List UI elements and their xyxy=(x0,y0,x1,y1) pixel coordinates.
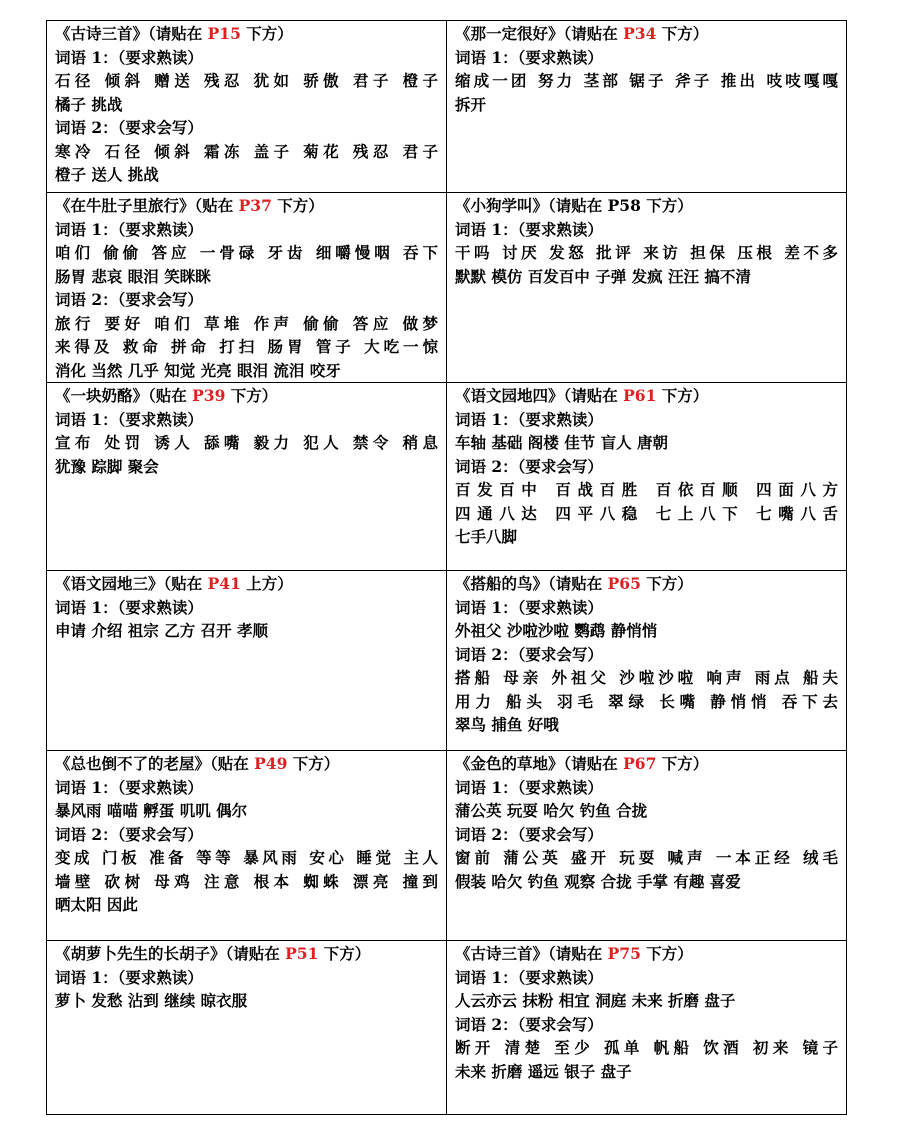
word-group-label: 词语 2：（要求会写） xyxy=(455,644,603,664)
lesson-title-suffix: 下方） xyxy=(287,754,340,773)
word-line: 默默 模仿 百发百中 子弹 发疯 汪汪 搞不清 xyxy=(455,266,751,286)
word-group-label: 词语 1：（要求熟读） xyxy=(455,409,603,429)
word-line: 橘子 挑战 xyxy=(55,94,123,114)
lesson-title-text: 《搭船的鸟》（请贴在 xyxy=(455,574,608,593)
page-number: P65 xyxy=(607,574,641,593)
lesson-title xyxy=(455,194,838,218)
word-group-label: 词语 1：（要求熟读） xyxy=(55,47,203,67)
lesson-title xyxy=(455,384,838,408)
word-group-label: 词语 2：（要求会写） xyxy=(55,290,203,309)
vocabulary-table xyxy=(46,20,847,1115)
word-line: 人云亦云 抹粉 相宜 洞庭 未来 折磨 盘子 xyxy=(455,991,736,1010)
lesson-title xyxy=(55,384,438,408)
word-line: 用力 船头 羽毛 翠绿 长嘴 静悄悄 吞下去 xyxy=(455,691,838,711)
lesson-title-text: 《在牛肚子里旅行》（贴在 xyxy=(55,196,239,215)
page-number: P41 xyxy=(207,574,241,593)
word-line: 拆开 xyxy=(455,94,487,114)
lesson-title xyxy=(55,194,438,218)
word-line: 搭船 母亲 外祖父 沙啦沙啦 响声 雨点 船夫 xyxy=(455,668,838,687)
lesson-cell xyxy=(447,21,847,193)
lesson-title-suffix: 上方） xyxy=(240,574,293,593)
word-line: 翠鸟 捕鱼 好哦 xyxy=(455,715,559,734)
word-group-label: 词语 1：（要求熟读） xyxy=(455,967,603,987)
word-line: 橙子 送人 挑战 xyxy=(55,165,159,184)
word-line: 来得及 救命 拼命 打扫 肠胃 管子 大吃一惊 xyxy=(55,337,438,356)
lesson-title-text: 《那一定很好》（请贴在 xyxy=(455,24,624,43)
lesson-cell xyxy=(47,941,447,1115)
lesson-cell xyxy=(47,751,447,941)
page-number: P67 xyxy=(623,754,657,773)
word-line: 断开 清楚 至少 孤单 帆船 饮酒 初来 镜子 xyxy=(455,1038,838,1057)
lesson-cell xyxy=(47,21,447,193)
word-group-label: 词语 1：（要求熟读） xyxy=(455,47,603,67)
word-line: 百发百中 百战百胜 百依百顺 四面八方 xyxy=(455,480,838,499)
lesson-title-suffix: 下方） xyxy=(656,386,709,405)
word-line: 缩成一团 努力 茎部 锯子 斧子 推出 吱吱嘎嘎 xyxy=(455,71,838,90)
page-number: P39 xyxy=(192,386,226,405)
lesson-title-text: 《金色的草地》（请贴在 xyxy=(455,754,624,773)
word-group-label: 词语 1：（要求熟读） xyxy=(455,219,603,239)
word-group-label: 词语 1：（要求熟读） xyxy=(55,597,203,617)
lesson-title-text: 《小狗学叫》（请贴在 P58 下方） xyxy=(455,196,693,215)
page-number: P75 xyxy=(607,944,641,963)
lesson-title-text: 《语文园地三》（贴在 xyxy=(55,574,208,593)
lesson-title-suffix: 下方） xyxy=(656,754,709,773)
word-line: 暴风雨 喵喵 孵蛋 叽叽 偶尔 xyxy=(55,801,248,820)
word-group-label: 词语 1：（要求熟读） xyxy=(455,597,603,617)
lesson-cell xyxy=(447,941,847,1115)
word-line: 窗前 蒲公英 盛开 玩耍 喊声 一本正经 绒毛 xyxy=(455,848,838,867)
lesson-title xyxy=(55,942,438,966)
word-group-label: 词语 1：（要求熟读） xyxy=(55,967,203,987)
lesson-cell xyxy=(47,571,447,751)
lesson-title-suffix: 下方） xyxy=(318,944,371,963)
lesson-title-text: 《古诗三首》（请贴在 xyxy=(55,24,208,43)
word-line: 干吗 讨厌 发怒 批评 来访 担保 压根 差不多 xyxy=(455,243,838,262)
word-group-label: 词语 2：（要求会写） xyxy=(55,824,203,844)
word-group-label: 词语 1：（要求熟读） xyxy=(55,409,203,429)
word-line: 车轴 基础 阁楼 佳节 盲人 唐朝 xyxy=(455,433,668,452)
lesson-title-suffix: 下方） xyxy=(271,196,324,215)
lesson-cell xyxy=(47,193,447,383)
word-line: 肠胃 悲哀 眼泪 笑眯眯 xyxy=(55,266,211,286)
word-line: 申请 介绍 祖宗 乙方 召开 孝顺 xyxy=(55,621,268,640)
word-line: 未来 折磨 遥远 银子 盘子 xyxy=(455,1061,632,1081)
page-number: P15 xyxy=(207,24,241,43)
word-line: 假装 哈欠 钓鱼 观察 合拢 手掌 有趣 喜爱 xyxy=(455,871,741,891)
lesson-title xyxy=(455,752,838,776)
lesson-cell xyxy=(47,383,447,571)
page-number: P61 xyxy=(623,386,657,405)
lesson-title xyxy=(455,572,838,596)
word-group-label: 词语 1：（要求熟读） xyxy=(55,777,203,797)
lesson-title-text: 《总也倒不了的老屋》（贴在 xyxy=(55,754,255,773)
word-line: 晒太阳 因此 xyxy=(55,895,138,914)
word-group-label: 词语 2：（要求会写） xyxy=(455,456,603,476)
lesson-title-text: 《一块奶酪》（贴在 xyxy=(55,386,193,405)
lesson-title-suffix: 下方） xyxy=(656,24,709,43)
page-number: P34 xyxy=(623,24,657,43)
lesson-title xyxy=(455,942,838,966)
lesson-title-text: 《胡萝卜先生的长胡子》（请贴在 xyxy=(55,944,286,963)
word-line: 咱们 偷偷 答应 一骨碌 牙齿 细嚼慢咽 吞下 xyxy=(55,243,438,262)
word-line: 外祖父 沙啦沙啦 鹦鹉 静悄悄 xyxy=(455,621,658,640)
lesson-title xyxy=(455,22,838,46)
word-line: 犹豫 踪脚 聚会 xyxy=(55,456,159,476)
word-line: 旅行 要好 咱们 草堆 作声 偷偷 答应 做梦 xyxy=(55,313,438,333)
lesson-title-suffix: 下方） xyxy=(640,574,693,593)
lesson-cell xyxy=(447,571,847,751)
lesson-title-suffix: 下方） xyxy=(640,944,693,963)
lesson-title xyxy=(55,22,438,46)
word-group-label: 词语 1：（要求熟读） xyxy=(55,219,203,239)
word-line: 消化 当然 几乎 知觉 光亮 眼泪 流泪 咬牙 xyxy=(55,360,341,380)
page-number: P51 xyxy=(285,944,319,963)
word-line: 石径 倾斜 赠送 残忍 犹如 骄傲 君子 橙子 xyxy=(55,71,438,90)
word-line: 变成 门板 准备 等等 暴风雨 安心 睡觉 主人 xyxy=(55,848,438,867)
page-number: P49 xyxy=(254,754,288,773)
word-group-label: 词语 2：（要求会写） xyxy=(455,1014,603,1034)
lesson-title-text: 《语文园地四》（请贴在 xyxy=(455,386,624,405)
lesson-cell xyxy=(447,751,847,941)
lesson-title xyxy=(55,752,438,776)
word-line: 墙壁 砍树 母鸡 注意 根本 蜘蛛 漂亮 撞到 xyxy=(55,871,438,891)
word-line: 宣布 处罚 诱人 舔嘴 毅力 犯人 禁令 稍息 xyxy=(55,433,438,452)
word-line: 七手八脚 xyxy=(455,527,518,546)
word-line: 萝卜 发愁 沾到 继续 晾衣服 xyxy=(55,991,248,1010)
lesson-title xyxy=(55,572,438,596)
word-group-label: 词语 2：（要求会写） xyxy=(55,118,203,137)
lesson-title-suffix: 下方） xyxy=(240,24,293,43)
word-group-label: 词语 1：（要求熟读） xyxy=(455,777,603,797)
lesson-title-suffix: 下方） xyxy=(225,386,278,405)
word-line: 蒲公英 玩耍 哈欠 钓鱼 合拢 xyxy=(455,801,648,820)
page-number: P37 xyxy=(238,196,272,215)
word-line: 寒冷 石径 倾斜 霜冻 盖子 菊花 残忍 君子 xyxy=(55,141,438,161)
word-line: 四通八达 四平八稳 七上八下 七嘴八舌 xyxy=(455,503,838,523)
lesson-title-text: 《古诗三首》（请贴在 xyxy=(455,944,608,963)
lesson-cell xyxy=(447,193,847,383)
word-group-label: 词语 2：（要求会写） xyxy=(455,824,603,844)
lesson-cell xyxy=(447,383,847,571)
